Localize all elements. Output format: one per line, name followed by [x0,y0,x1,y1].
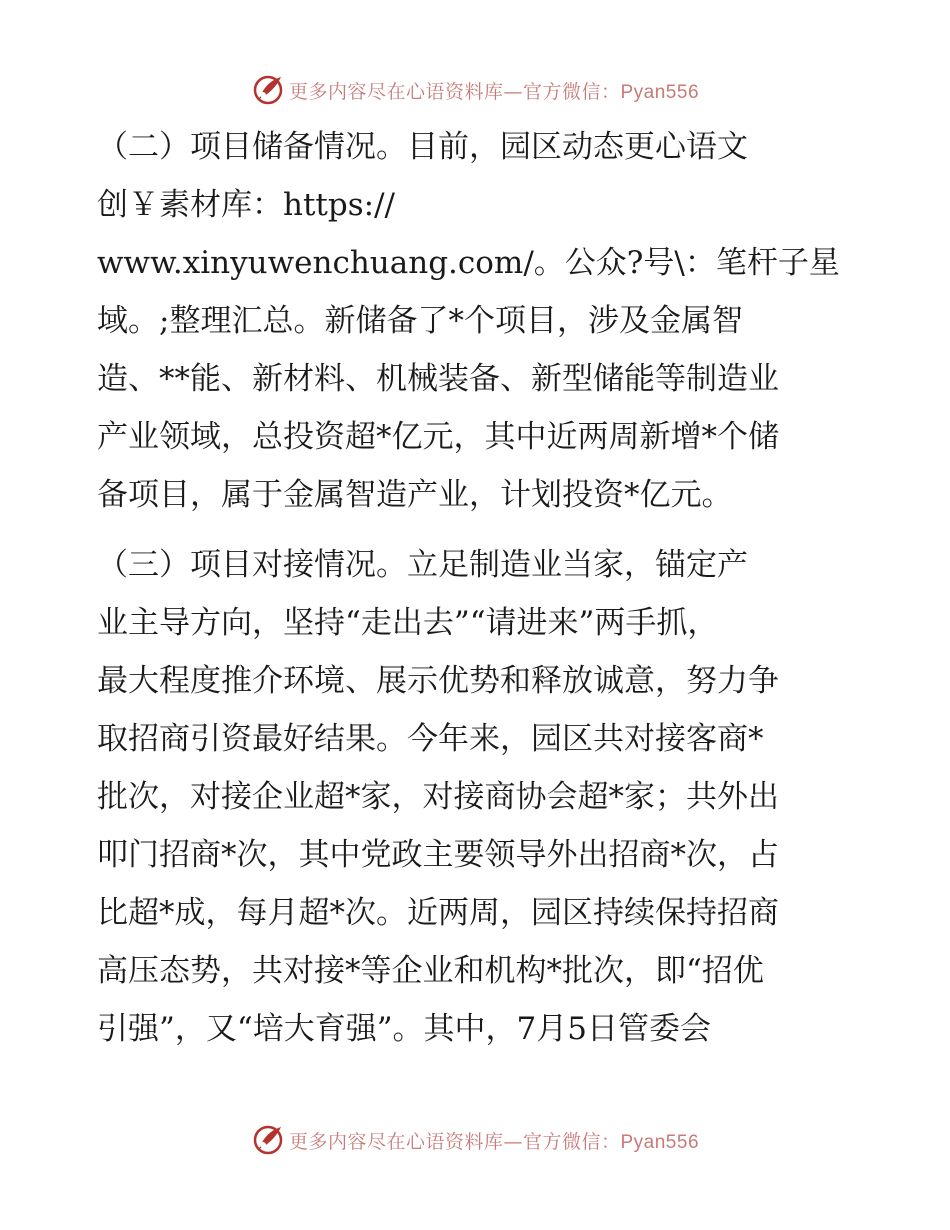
body-line: 比超*成，每月超*次。近两周，园区持续保持招商 [97,895,779,931]
body-line: 高压态势，共对接*等企业和机构*批次，即“招优 [97,953,764,989]
body-line: 业主导方向，坚持“走出去”“请进来”两手抓， [97,605,719,641]
body-line: 创￥素材库：https:// [97,187,395,223]
banner-text: 更多内容尽在心语资料库—官方微信：Pyan556 [288,80,700,103]
wechat-id: Pyan556 [620,1131,700,1153]
body-line: 最大程度推介环境、展示优势和释放诚意，努力争 [97,663,779,699]
body-line-text: www.xinyuwenchuang.com/。公众?号\：笔杆子星 [97,245,840,281]
brand-logo-icon [251,1123,285,1157]
body-line: （二）项目储备情况。目前，园区动态更心语文 [97,129,748,165]
body-line: 批次，对接企业超*家，对接商协会超*家；共外出 [97,779,779,815]
body-line: （三）项目对接情况。立足制造业当家，锚定产 [97,547,748,583]
body-line: 造、**能、新材料、机械装备、新型储能等制造业 [97,361,779,397]
header-banner [0,70,950,110]
footer-banner [0,1120,950,1160]
banner-text: 更多内容尽在心语资料库—官方微信：Pyan556 [288,1130,700,1153]
paragraph-gap [97,524,852,536]
body-line: 备项目，属于金属智造产业，计划投资*亿元。 [97,477,733,513]
wechat-id: Pyan556 [620,81,700,103]
body-line [97,234,852,292]
body-line: 叩门招商*次，其中党政主要领导外出招商*次，占 [97,837,779,873]
body-line: 引强”，又“培大育强”。其中，7月5日管委会 [97,1011,711,1047]
document-body [97,118,852,1058]
body-line: 产业领域，总投资超*亿元，其中近两周新增*个储 [97,419,779,455]
brand-logo-icon [251,73,285,107]
body-line: 域。;整理汇总。新储备了*个项目，涉及金属智 [97,303,743,339]
body-line: 取招商引资最好结果。今年来，园区共对接客商* [97,721,764,757]
